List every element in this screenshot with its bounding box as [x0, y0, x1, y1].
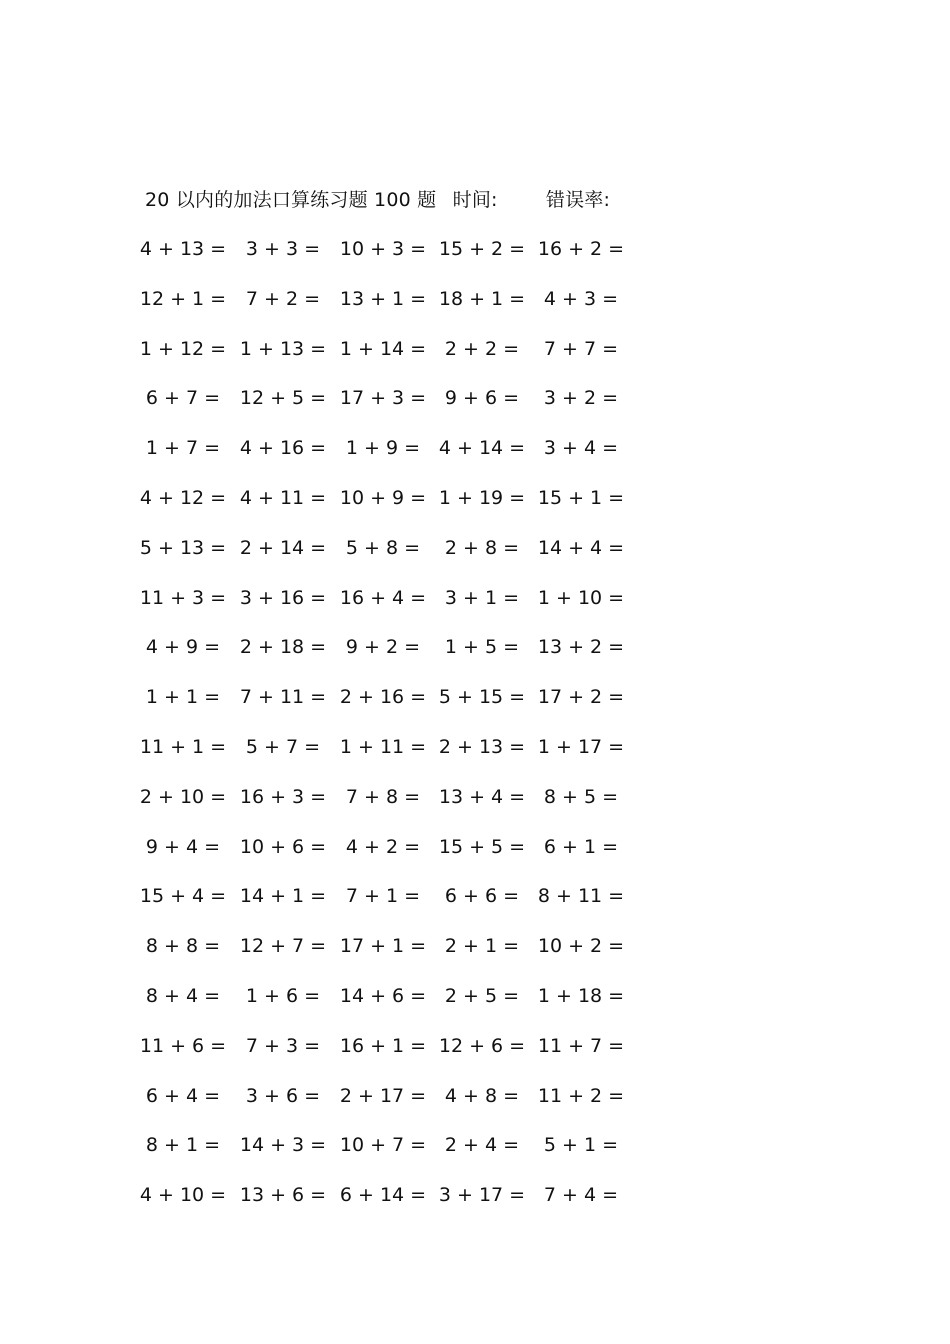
problem-item: 7 + 11 =: [239, 686, 327, 709]
problem-item: 13 + 6 =: [239, 1184, 327, 1207]
problem-grid: [139, 235, 627, 1231]
worksheet-title: 20 以内的加法口算练习题 100 题: [145, 189, 437, 211]
problem-item: 4 + 14 =: [438, 437, 526, 460]
problem-item: 3 + 1 =: [444, 586, 520, 609]
problem-item: 3 + 4 =: [543, 437, 619, 460]
problem-item: 6 + 1 =: [543, 835, 619, 858]
problem-item: 8 + 8 =: [145, 935, 221, 958]
problem-item: 2 + 10 =: [139, 785, 227, 808]
problem-item: 16 + 3 =: [239, 785, 327, 808]
problem-item: 9 + 2 =: [345, 636, 421, 659]
problem-item: 10 + 7 =: [339, 1134, 427, 1157]
problem-item: 16 + 1 =: [339, 1034, 427, 1057]
problem-item: 2 + 13 =: [438, 735, 526, 758]
problem-item: 3 + 16 =: [239, 586, 327, 609]
problem-item: 8 + 4 =: [145, 984, 221, 1007]
problem-item: 2 + 5 =: [444, 984, 520, 1007]
problem-item: 1 + 18 =: [537, 984, 625, 1007]
problem-item: 10 + 6 =: [239, 835, 327, 858]
problem-item: 11 + 3 =: [139, 586, 227, 609]
problem-item: 13 + 1 =: [339, 287, 427, 310]
problem-item: 7 + 3 =: [245, 1034, 321, 1057]
problem-item: 14 + 6 =: [339, 984, 427, 1007]
problem-item: 6 + 4 =: [145, 1084, 221, 1107]
problem-row: [147, 932, 627, 982]
problem-item: 14 + 3 =: [239, 1134, 327, 1157]
problem-item: 15 + 2 =: [438, 238, 526, 260]
problem-item: 18 + 1 =: [438, 287, 526, 310]
worksheet-header: [145, 186, 610, 214]
problem-item: 3 + 17 =: [438, 1184, 526, 1207]
problem-row: [139, 1032, 627, 1082]
problem-row: [139, 335, 627, 385]
problem-item: 2 + 1 =: [444, 935, 520, 958]
problem-item: 16 + 4 =: [339, 586, 427, 609]
problem-item: 4 + 3 =: [543, 287, 619, 310]
problem-row: [147, 683, 627, 733]
error-rate-label: 错误率:: [545, 189, 611, 211]
problem-item: 2 + 8 =: [444, 536, 520, 559]
problem-row: [147, 982, 627, 1032]
problem-item: 4 + 10 =: [139, 1184, 227, 1207]
problem-item: 1 + 9 =: [345, 437, 421, 460]
problem-item: 1 + 7 =: [145, 437, 221, 460]
problem-item: 6 + 7 =: [145, 387, 221, 410]
problem-item: 5 + 15 =: [438, 686, 526, 709]
problem-row: [139, 235, 627, 285]
problem-row: [147, 633, 627, 683]
problem-item: 4 + 8 =: [444, 1084, 520, 1107]
time-label: 时间:: [452, 189, 498, 211]
problem-row: [147, 384, 627, 434]
problem-item: 11 + 6 =: [139, 1034, 227, 1057]
problem-item: 7 + 8 =: [345, 785, 421, 808]
problem-item: 1 + 19 =: [438, 486, 526, 509]
problem-item: 3 + 2 =: [543, 387, 619, 410]
problem-item: 6 + 14 =: [339, 1184, 427, 1207]
problem-item: 11 + 2 =: [537, 1084, 625, 1107]
problem-row: [139, 733, 627, 783]
problem-item: 8 + 11 =: [537, 885, 625, 908]
problem-item: 16 + 2 =: [537, 238, 625, 260]
problem-item: 15 + 5 =: [438, 835, 526, 858]
problem-item: 10 + 9 =: [339, 486, 427, 509]
problem-item: 12 + 6 =: [438, 1034, 526, 1057]
problem-row: [139, 584, 627, 634]
problem-item: 5 + 7 =: [245, 735, 321, 758]
problem-item: 1 + 10 =: [537, 586, 625, 609]
problem-item: 10 + 3 =: [339, 238, 427, 260]
problem-row: [139, 484, 627, 534]
problem-item: 12 + 7 =: [239, 935, 327, 958]
problem-item: 2 + 17 =: [339, 1084, 427, 1107]
problem-item: 17 + 1 =: [339, 935, 427, 958]
problem-item: 2 + 2 =: [444, 337, 520, 360]
problem-row: [147, 1082, 627, 1132]
problem-row: [139, 534, 627, 584]
problem-row: [139, 882, 627, 932]
problem-item: 7 + 2 =: [245, 287, 321, 310]
problem-item: 17 + 2 =: [537, 686, 625, 709]
problem-item: 12 + 5 =: [239, 387, 327, 410]
problem-item: 5 + 1 =: [543, 1134, 619, 1157]
problem-row: [139, 1181, 627, 1231]
problem-item: 13 + 4 =: [438, 785, 526, 808]
problem-item: 3 + 6 =: [245, 1084, 321, 1107]
problem-item: 14 + 4 =: [537, 536, 625, 559]
problem-item: 8 + 5 =: [543, 785, 619, 808]
problem-item: 12 + 1 =: [139, 287, 227, 310]
problem-item: 1 + 17 =: [537, 735, 625, 758]
problem-row: [147, 1131, 627, 1181]
problem-item: 4 + 9 =: [145, 636, 221, 659]
problem-item: 7 + 1 =: [345, 885, 421, 908]
problem-item: 4 + 12 =: [139, 486, 227, 509]
problem-item: 8 + 1 =: [145, 1134, 221, 1157]
problem-item: 4 + 16 =: [239, 437, 327, 460]
problem-item: 15 + 4 =: [139, 885, 227, 908]
problem-item: 11 + 7 =: [537, 1034, 625, 1057]
problem-item: 4 + 13 =: [139, 238, 227, 260]
problem-item: 1 + 11 =: [339, 735, 427, 758]
problem-item: 2 + 4 =: [444, 1134, 520, 1157]
problem-item: 5 + 8 =: [345, 536, 421, 559]
problem-item: 6 + 6 =: [444, 885, 520, 908]
problem-item: 2 + 14 =: [239, 536, 327, 559]
problem-item: 1 + 1 =: [145, 686, 221, 709]
problem-item: 2 + 18 =: [239, 636, 327, 659]
problem-row: [147, 833, 627, 883]
problem-item: 15 + 1 =: [537, 486, 625, 509]
problem-item: 1 + 12 =: [139, 337, 227, 360]
problem-item: 11 + 1 =: [139, 735, 227, 758]
problem-row: [147, 434, 627, 484]
problem-item: 9 + 4 =: [145, 835, 221, 858]
problem-item: 7 + 7 =: [543, 337, 619, 360]
problem-row: [139, 285, 627, 335]
problem-item: 14 + 1 =: [239, 885, 327, 908]
problem-item: 17 + 3 =: [339, 387, 427, 410]
problem-item: 3 + 3 =: [245, 238, 321, 260]
problem-item: 2 + 16 =: [339, 686, 427, 709]
problem-item: 7 + 4 =: [543, 1184, 619, 1207]
problem-item: 1 + 14 =: [339, 337, 427, 360]
problem-item: 9 + 6 =: [444, 387, 520, 410]
problem-item: 5 + 13 =: [139, 536, 227, 559]
problem-item: 10 + 2 =: [537, 935, 625, 958]
problem-item: 4 + 2 =: [345, 835, 421, 858]
problem-item: 1 + 5 =: [444, 636, 520, 659]
problem-item: 13 + 2 =: [537, 636, 625, 659]
problem-item: 1 + 6 =: [245, 984, 321, 1007]
problem-item: 4 + 11 =: [239, 486, 327, 509]
problem-item: 1 + 13 =: [239, 337, 327, 360]
problem-row: [139, 783, 627, 833]
